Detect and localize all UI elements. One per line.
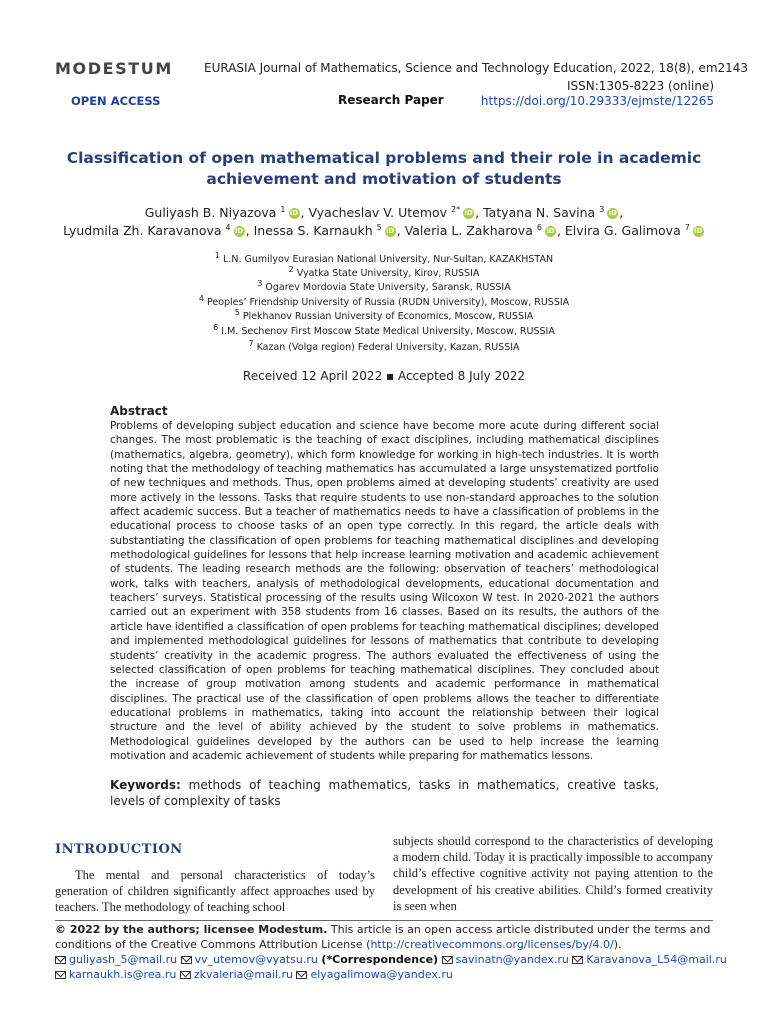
publisher-logo: MODESTUM: [55, 59, 173, 78]
orcid-icon[interactable]: iD: [289, 209, 299, 218]
affiliation-text: Vyatka State University, Kirov, RUSSIA: [296, 268, 480, 280]
email-link[interactable]: savinatn@yandex.ru: [455, 953, 569, 966]
orcid-icon[interactable]: iD: [546, 227, 555, 236]
paper-title: [60, 148, 708, 190]
received-dates: Received 12 April 2022 ▪ Accepted 8 July 2022: [242, 369, 526, 383]
author-name: Lyudmila Zh. Karavanova: [63, 223, 222, 239]
section-heading-introduction: INTRODUCTION: [55, 842, 183, 857]
orcid-icon[interactable]: iD: [694, 227, 703, 236]
mail-icon: [442, 956, 453, 964]
keywords: [110, 777, 659, 809]
affiliation: [0, 251, 768, 265]
affiliation: [0, 308, 768, 322]
affiliation-text: I.M. Sechenov First Moscow State Medical University, Moscow, RUSSIA: [221, 326, 555, 338]
abstract-text: Problems of developing subject education and science have become more acute during different social changes. The most problematic is the teaching of exact disciplines, including mathematical disciplines (mathematics, algebra, geometry), which form knowledge for working in high-tech industries. It is worth noting that the methodology of teaching mathematics has accumulated a large unsystematized portfolio of new techniques and methods. Thus, open problems aimed at developing students’ creativity are used more actively in the lessons. Tasks that require students to use non-standard approaches to the solution affect academic success. But a teacher of mathematics needs to have a classification of problems in the educational process to choose tasks of an open type correctly. In this regard, the article deals with substantiating the classification of open problems for teaching mathematical disciplines and developing methodological guidelines for lessons that help increase learning motivation and academic achievement of students. The leading research methods are the following: observation of teachers’ methodological work, talks with teachers, analysis of methodological developments, educational documentation and teachers’ surveys. Statistical processing of the results using Wilcoxon W test. In 2020-2021 the authors carried out an experiment with 358 students from 16 classes. Based on its results, the authors of the article have identified a classification of open problems for teaching mathematical disciplines; developed and implemented methodological guidelines for lessons of mathematics that contribute to developing students’ creativity in the academic progress. The authors evaluated the effectiveness of using the selected classification of open problems for teaching mathematical disciplines. They concluded about the increase of group motivation among students and academic performance in mathematical disciplines. The practical use of the classification of open problems allows the teacher to differentiate educational problems in mathematics, taking into account the relationship between their logical structure and the level of ability achieved by the student to solve problems in mathematics. Methodological guidelines developed by the authors can be used to help increase the learning motivation and academic achievement of students while preparing for mathematics lessons.: [110, 420, 659, 762]
author-sup: 1: [280, 205, 286, 214]
affiliation-sup: 2: [288, 265, 294, 274]
email-link[interactable]: elyagalimowa@yandex.ru: [310, 968, 453, 981]
email-link[interactable]: vv_utemov@vyatsu.ru: [194, 953, 318, 966]
affiliation-text: L.N. Gumilyov Eurasian National University, Nur-Sultan, KAZAKHSTAN: [223, 254, 554, 266]
orcid-icon[interactable]: iD: [608, 209, 617, 218]
author-sup: 7: [684, 223, 690, 232]
title-line-1: Classification of open mathematical problems and their role in academic: [66, 149, 702, 167]
license-end: ).: [613, 938, 622, 951]
email-link[interactable]: zkvaleria@mail.ru: [193, 968, 293, 981]
affiliation-text: Peoples’ Friendship University of Russia (RUDN University), Moscow, RUSSIA: [206, 297, 570, 309]
paper-type: Research Paper: [338, 93, 444, 107]
affiliation-text: Ogarev Mordovia State University, Saransk, RUSSIA: [265, 282, 511, 294]
affiliation-sup: 3: [257, 279, 263, 288]
mail-icon: [55, 971, 66, 979]
author-emails: [55, 952, 735, 982]
affiliation: [0, 279, 768, 293]
mail-icon: [572, 956, 583, 964]
keywords-text: methods of teaching mathematics, tasks in mathematics, creative tasks, levels of complexity of tasks: [110, 778, 659, 808]
license-bold: © 2022 by the authors; licensee Modestum.: [55, 923, 328, 936]
affiliation-text: Plekhanov Russian University of Economics, Moscow, RUSSIA: [242, 311, 534, 323]
title-line-2: achievement and motivation of students: [206, 170, 562, 188]
affiliation: [0, 323, 768, 337]
orcid-icon[interactable]: iD: [386, 227, 395, 236]
affiliation-sup: 4: [198, 294, 204, 303]
footer-divider: [55, 920, 713, 921]
affiliation-sup: 1: [214, 251, 221, 260]
author-name: Inessa S. Karnaukh: [253, 223, 373, 239]
email-link[interactable]: Karavanova_L54@mail.ru: [586, 953, 727, 966]
authors-line-2: Lyudmila Zh. Karavanova $^4$ iD , Inessa S. Karnaukh $^5$ iD , Valeria L. Zakharova $^6$ iD , Elvira G. Galimova $^7$ iD: [63, 223, 703, 239]
abstract-heading: Abstract: [110, 404, 168, 418]
issn: ISSN:1305-8223 (online): [567, 79, 714, 93]
orcid-icon[interactable]: iD: [464, 209, 473, 218]
correspondence-note: (*Correspondence): [321, 953, 439, 966]
author-name: Tatyana N. Savina: [483, 205, 596, 221]
license-text: This article is an open access article distributed under the terms and conditions of the Creative Commons Attribution License (: [55, 923, 711, 951]
open-access-label: OPEN ACCESS: [71, 94, 161, 108]
affiliation: [0, 339, 768, 353]
keywords-label: Keywords:: [110, 778, 181, 792]
mail-icon: [180, 971, 191, 979]
affiliation-text: Kazan (Volga region) Federal University, Kazan, RUSSIA: [256, 342, 520, 354]
mail-icon: [296, 971, 307, 979]
author-name: Elvira G. Galimova: [564, 223, 681, 239]
doi-link[interactable]: https://doi.org/10.29333/ejmste/12265: [480, 94, 714, 108]
email-link[interactable]: guliyash_5@mail.ru: [69, 953, 178, 966]
intro-column-1: The mental and personal characteristics of today’s generation of children significantly affect approaches used by teachers. The methodology of teaching school: [55, 868, 375, 915]
affiliation: [0, 294, 768, 308]
license-notice: [55, 922, 713, 952]
authors-line-1: Guliyash B. Niyazova $^1$ iD , Vyacheslav V. Utemov $^{2*}$ iD , Tatyana N. Savina $^3$ iD ,: [144, 205, 624, 221]
author-sup: 3: [599, 205, 605, 214]
mail-icon: [55, 956, 66, 964]
affiliation-sup: 6: [213, 323, 219, 332]
author-sup: 4: [225, 223, 231, 232]
author-name: Guliyash B. Niyazova: [144, 205, 277, 221]
affiliation-sup: 5: [234, 308, 240, 317]
author-sup: 6: [536, 223, 542, 232]
journal-citation: EURASIA Journal of Mathematics, Science and Technology Education, 2022, 18(8), em2143: [204, 61, 749, 75]
license-link[interactable]: http://creativecommons.org/licenses/by/4.0/: [370, 938, 614, 951]
author-name: Valeria L. Zakharova: [404, 223, 533, 239]
mail-icon: [181, 956, 192, 964]
author-sup: 5: [376, 223, 382, 232]
email-link[interactable]: karnaukh.is@rea.ru: [69, 968, 177, 981]
affiliation-sup: 7: [248, 339, 254, 348]
author-name: Vyacheslav V. Utemov: [308, 205, 448, 221]
affiliation: [0, 265, 768, 279]
intro-column-2: subjects should correspond to the characteristics of developing a modern child. Today it is practically impossible to accompany child’s effective cognitive activity not paying attention to the development of his creative abilities. Child’s formed creativity is seen when: [393, 834, 713, 913]
orcid-icon[interactable]: iD: [235, 227, 244, 236]
author-sup: 2*: [451, 205, 461, 214]
